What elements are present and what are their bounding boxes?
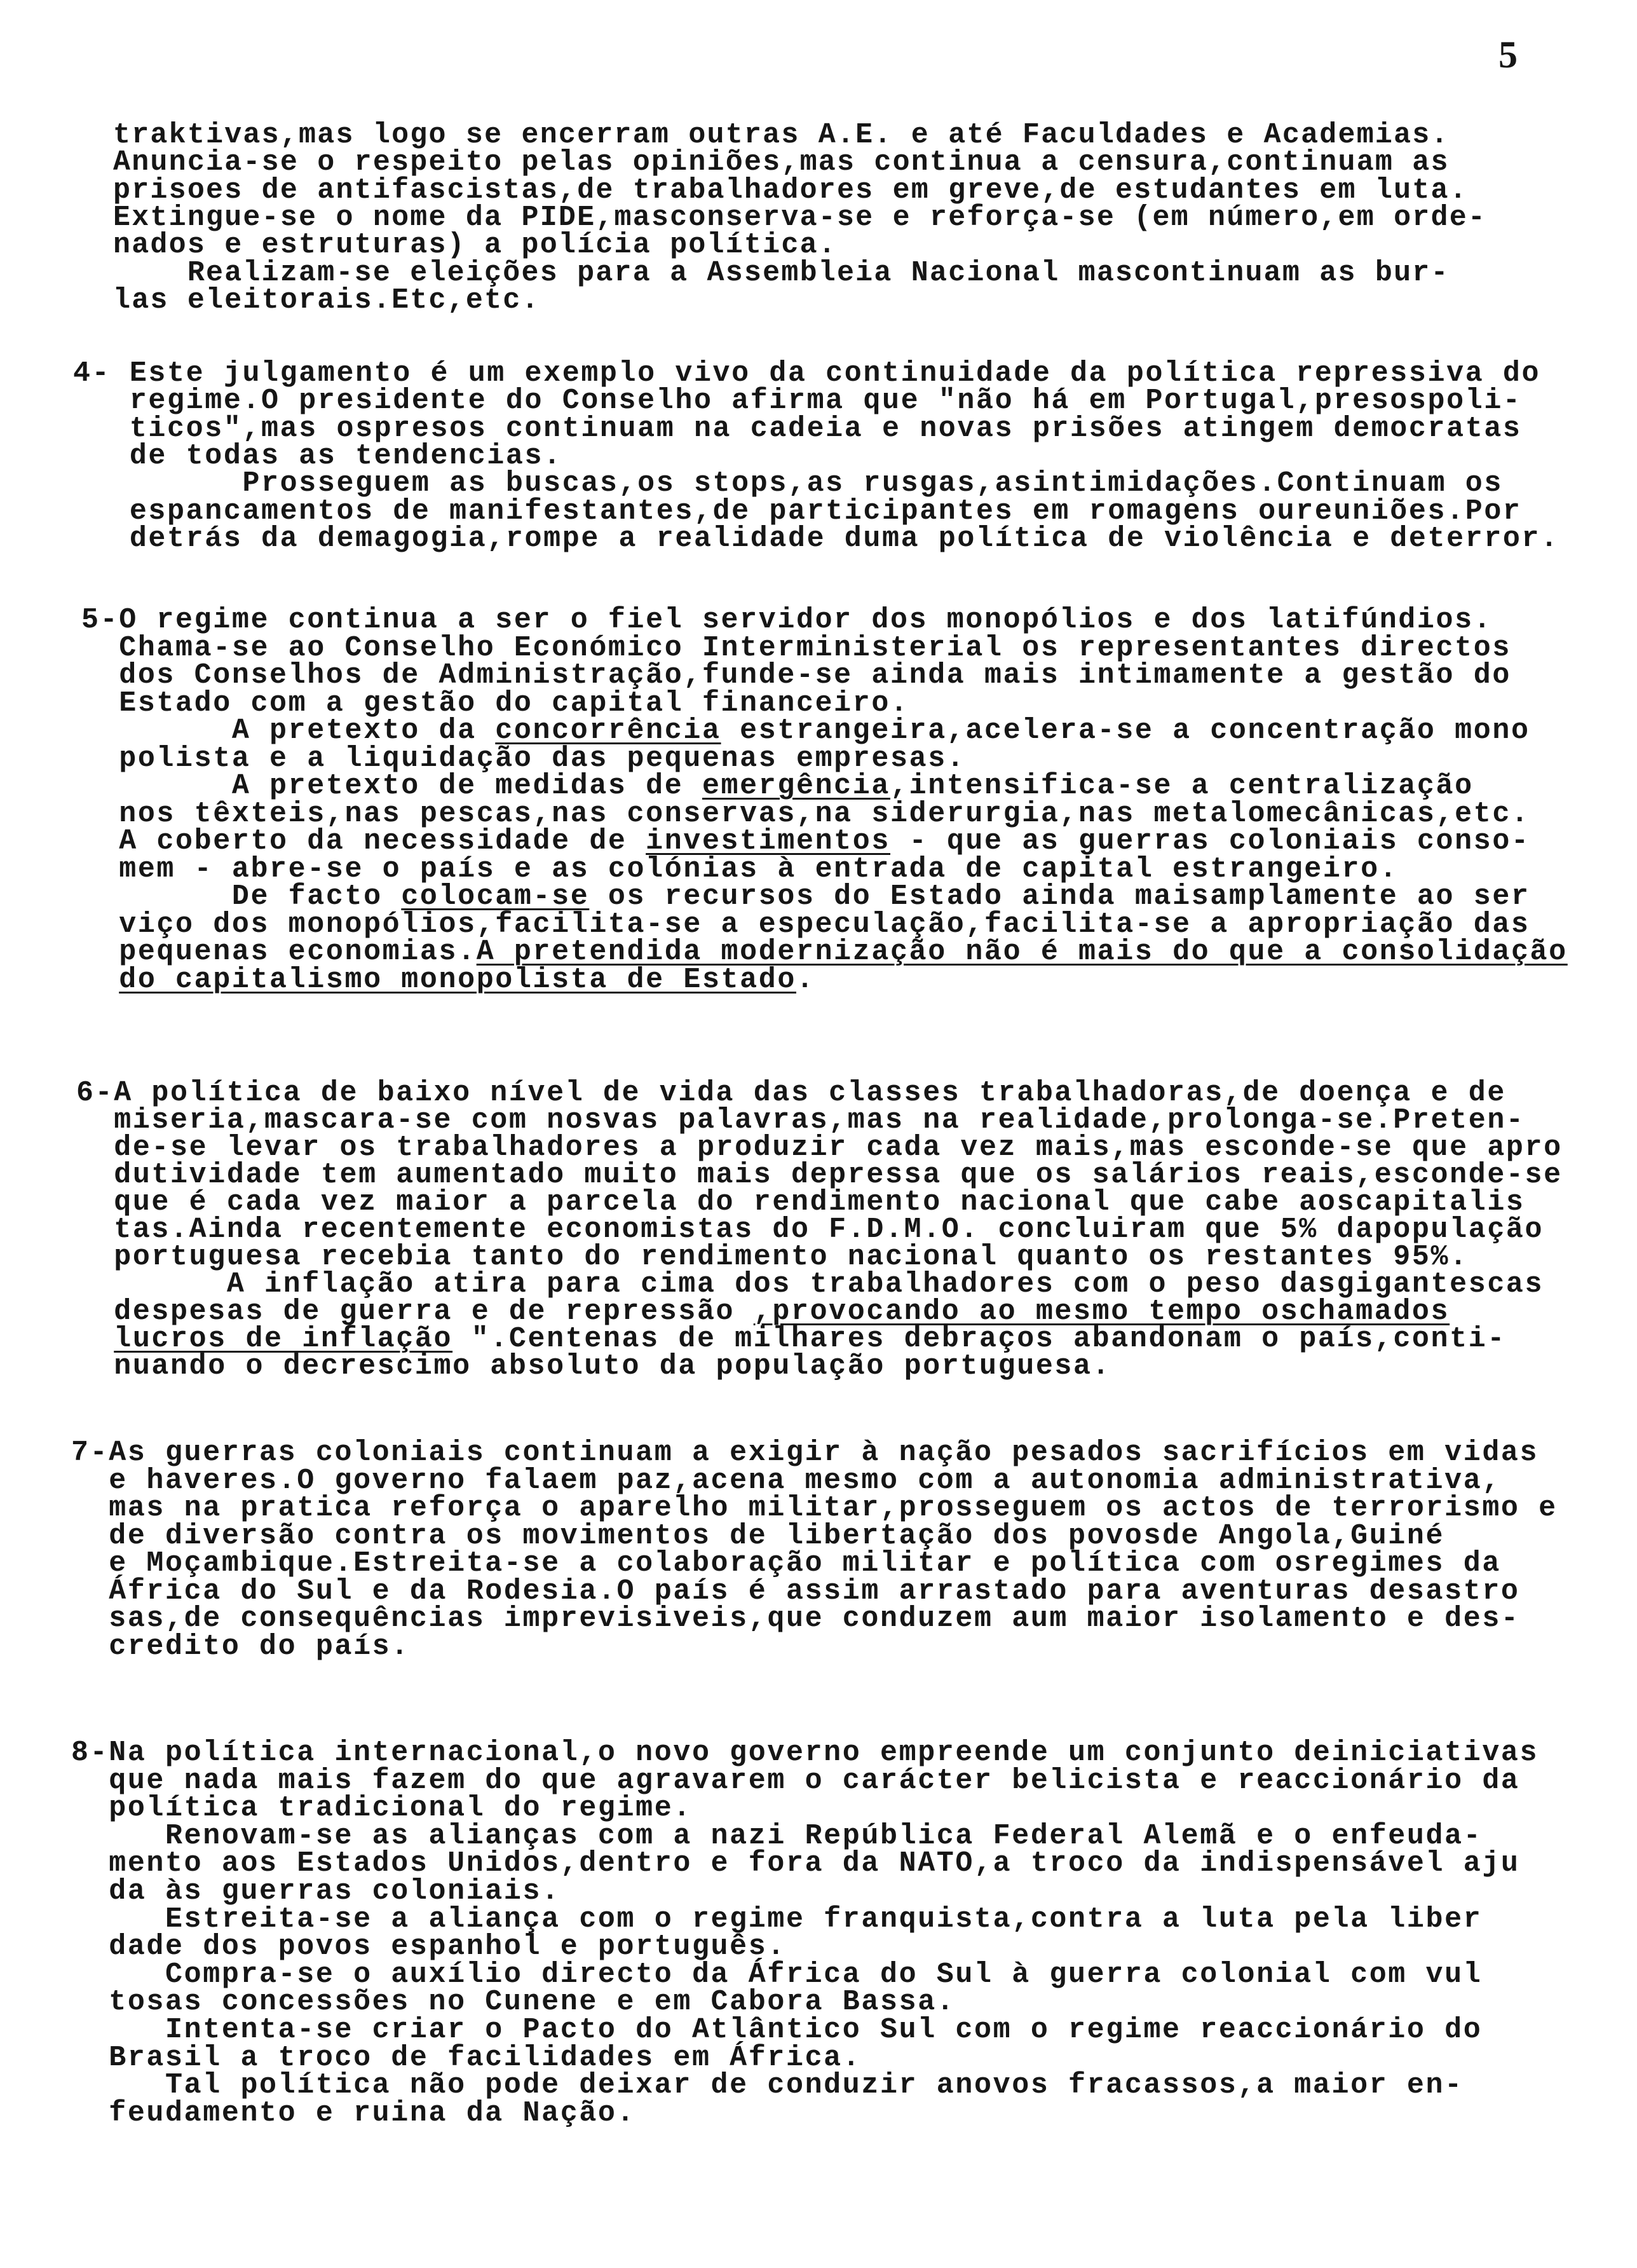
text-line: Chama-se ao Conselho Económico Interministerial os representantes directos xyxy=(81,631,1511,664)
text-line: 8-Na política internacional,o novo governo empreende um conjunto deiniciativas xyxy=(71,1737,1539,1769)
text-line: 7-As guerras coloniais continuam a exigir à nação pesados sacrifícios em vidas xyxy=(71,1437,1539,1469)
text-line: Anuncia-se o respeito pelas opiniões,mas continua a censura,continuam as xyxy=(113,146,1450,179)
text-line: África do Sul e da Rodesia.O país é assim arrastado para aventuras desastro xyxy=(71,1575,1520,1608)
text-line: mas na pratica reforça o aparelho militar,prosseguem os actos de terrorismo e xyxy=(71,1492,1558,1524)
text-line: polista e a liquidação das pequenas empresas. xyxy=(81,742,966,775)
text-line: tosas concessões no Cunene e em Cabora Bassa. xyxy=(71,1986,956,2019)
text-line: ticos",mas ospresos continuam na cadeia e novas prisões atingem democratas xyxy=(73,412,1522,445)
text-line: nuando o decrescimo absoluto da população portuguesa. xyxy=(76,1350,1111,1383)
text-line: dutividade tem aumentado muito mais depressa que os salários reais,esconde-se xyxy=(76,1159,1563,1191)
text-line: de todas as tendencias. xyxy=(73,439,562,472)
text-line: A inflação atira para cima dos trabalhadores com o peso dasgigantescas xyxy=(76,1268,1544,1301)
text-line: detrás da demagogia,rompe a realidade duma política de violência e deterror. xyxy=(73,522,1559,555)
text-line: da às guerras coloniais. xyxy=(71,1875,560,1908)
text-line: dade dos povos espanhol e português. xyxy=(71,1930,786,1964)
text-line: 4- Este julgamento é um exemplo vivo da continuidade da política repressiva do xyxy=(73,357,1541,390)
text-line: feudamento e ruina da Nação. xyxy=(71,2096,636,2129)
text-line: Estado com a gestão do capital financeiro. xyxy=(81,687,909,720)
text-line: tas.Ainda recentemente economistas do F.D.M.O. concluiram que 5% dapopulação xyxy=(76,1213,1544,1246)
text-line: dos Conselhos de Administração,funde-se ainda mais intimamente a gestão do xyxy=(81,659,1511,692)
text-line: 6-A política de baixo nível de vida das classes trabalhadoras,de doença e de xyxy=(76,1077,1506,1109)
text-line: e haveres.O governo falaem paz,acena mesmo com a autonomia administrativa, xyxy=(71,1464,1501,1497)
text-line: Compra-se o auxílio directo da África do Sul à guerra colonial com vul xyxy=(71,1958,1483,1991)
text-line: Extingue-se o nome da PIDE,masconserva-se e reforça-se (em número,em orde- xyxy=(113,201,1487,234)
text-line: Renovam-se as alianças com a nazi República Federal Alemã e o enfeuda- xyxy=(71,1819,1483,1852)
text-line: A coberto da necessidade de investimentos - que as guerras coloniais conso- xyxy=(81,825,1530,857)
text-line: traktivas,mas logo se encerram outras A.E. e até Faculdades e Academias. xyxy=(113,119,1450,151)
text-line: prisoes de antifascistas,de trabalhadores em greve,de estudantes em luta. xyxy=(113,174,1468,207)
text-line: A pretexto da concorrência estrangeira,acelera-se a concentração mono xyxy=(81,714,1530,747)
text-line: mento aos Estados Unidos,dentro e fora da NATO,a troco da indispensável aju xyxy=(71,1847,1520,1880)
text-line: política tradicional do regime. xyxy=(71,1792,692,1825)
text-line: Intenta-se criar o Pacto do Atlântico Sul com o regime reaccionário do xyxy=(71,2014,1483,2046)
text-line: nos têxteis,nas pescas,nas conservas,na siderurgia,nas metalomecânicas,etc. xyxy=(81,797,1530,830)
text-line: viço dos monopólios,facilita-se a especulação,facilita-se a apropriação das xyxy=(81,908,1530,941)
text-line: sas,de consequências imprevisiveis,que conduzem aum maior isolamento e des- xyxy=(71,1602,1520,1635)
text-line: regime.O presidente do Conselho afirma que "não há em Portugal,presospoli- xyxy=(73,385,1522,418)
text-line: Prosseguem as buscas,os stops,as rusgas,asintimidações.Continuam os xyxy=(73,467,1503,500)
text-line: despesas de guerra e de repressão ,provocando ao mesmo tempo oschamados xyxy=(76,1295,1450,1328)
text-line: Brasil a troco de facilidades em África. xyxy=(71,2041,862,2074)
text-line: do capitalismo monopolista de Estado. xyxy=(119,963,815,996)
text-line: A pretexto de medidas de emergência,intensifica-se a centralização xyxy=(81,770,1474,802)
text-line: credito do país. xyxy=(71,1630,410,1663)
text-line: portuguesa recebia tanto do rendimento nacional quanto os restantes 95%. xyxy=(76,1241,1469,1273)
text-line: Tal política não pode deixar de conduzir anovos fracassos,a maior en- xyxy=(71,2069,1464,2102)
text-line: espancamentos de manifestantes,de participantes em romagens oureuniões.Por xyxy=(73,495,1522,528)
text-line: 5-O regime continua a ser o fiel servidor dos monopólios e dos latifúndios. xyxy=(81,604,1493,636)
text-line: que nada mais fazem do que agravarem o carácter belicista e reaccionário da xyxy=(71,1764,1520,1797)
text-line: nados e estruturas) a polícia política. xyxy=(113,229,837,262)
text-line: las eleitorais.Etc,etc. xyxy=(113,284,540,317)
page-number: 5 xyxy=(1498,34,1519,76)
text-line: De facto colocam-se os recursos do Estado ainda maisamplamente ao ser xyxy=(81,880,1530,913)
text-line: de-se levar os trabalhadores a produzir cada vez mais,mas esconde-se que apro xyxy=(76,1131,1563,1164)
text-line: e Moçambique.Estreita-se a colaboração militar e política com osregimes da xyxy=(71,1547,1501,1580)
text-line: miseria,mascara-se com nosvas palavras,mas na realidade,prolonga-se.Preten- xyxy=(76,1104,1525,1137)
text-line: mem - abre-se o país e as colónias à entrada de capital estrangeiro. xyxy=(81,852,1399,885)
text-line: lucros de inflação ".Centenas de milhares debraços abandonam o país,conti- xyxy=(114,1323,1506,1355)
text-line: que é cada vez maior a parcela do rendimento nacional que cabe aoscapitalis xyxy=(76,1186,1525,1219)
text-line: Realizam-se eleições para a Assembleia Nacional mascontinuam as bur- xyxy=(113,256,1450,289)
text-line: Estreita-se a aliança com o regime franquista,contra a luta pela liber xyxy=(71,1903,1483,1936)
text-line: de diversão contra os movimentos de libertação dos povosde Angola,Guiné xyxy=(71,1519,1445,1552)
text-line: pequenas economias.A pretendida modernização não é mais do que a consolidação xyxy=(81,936,1568,968)
